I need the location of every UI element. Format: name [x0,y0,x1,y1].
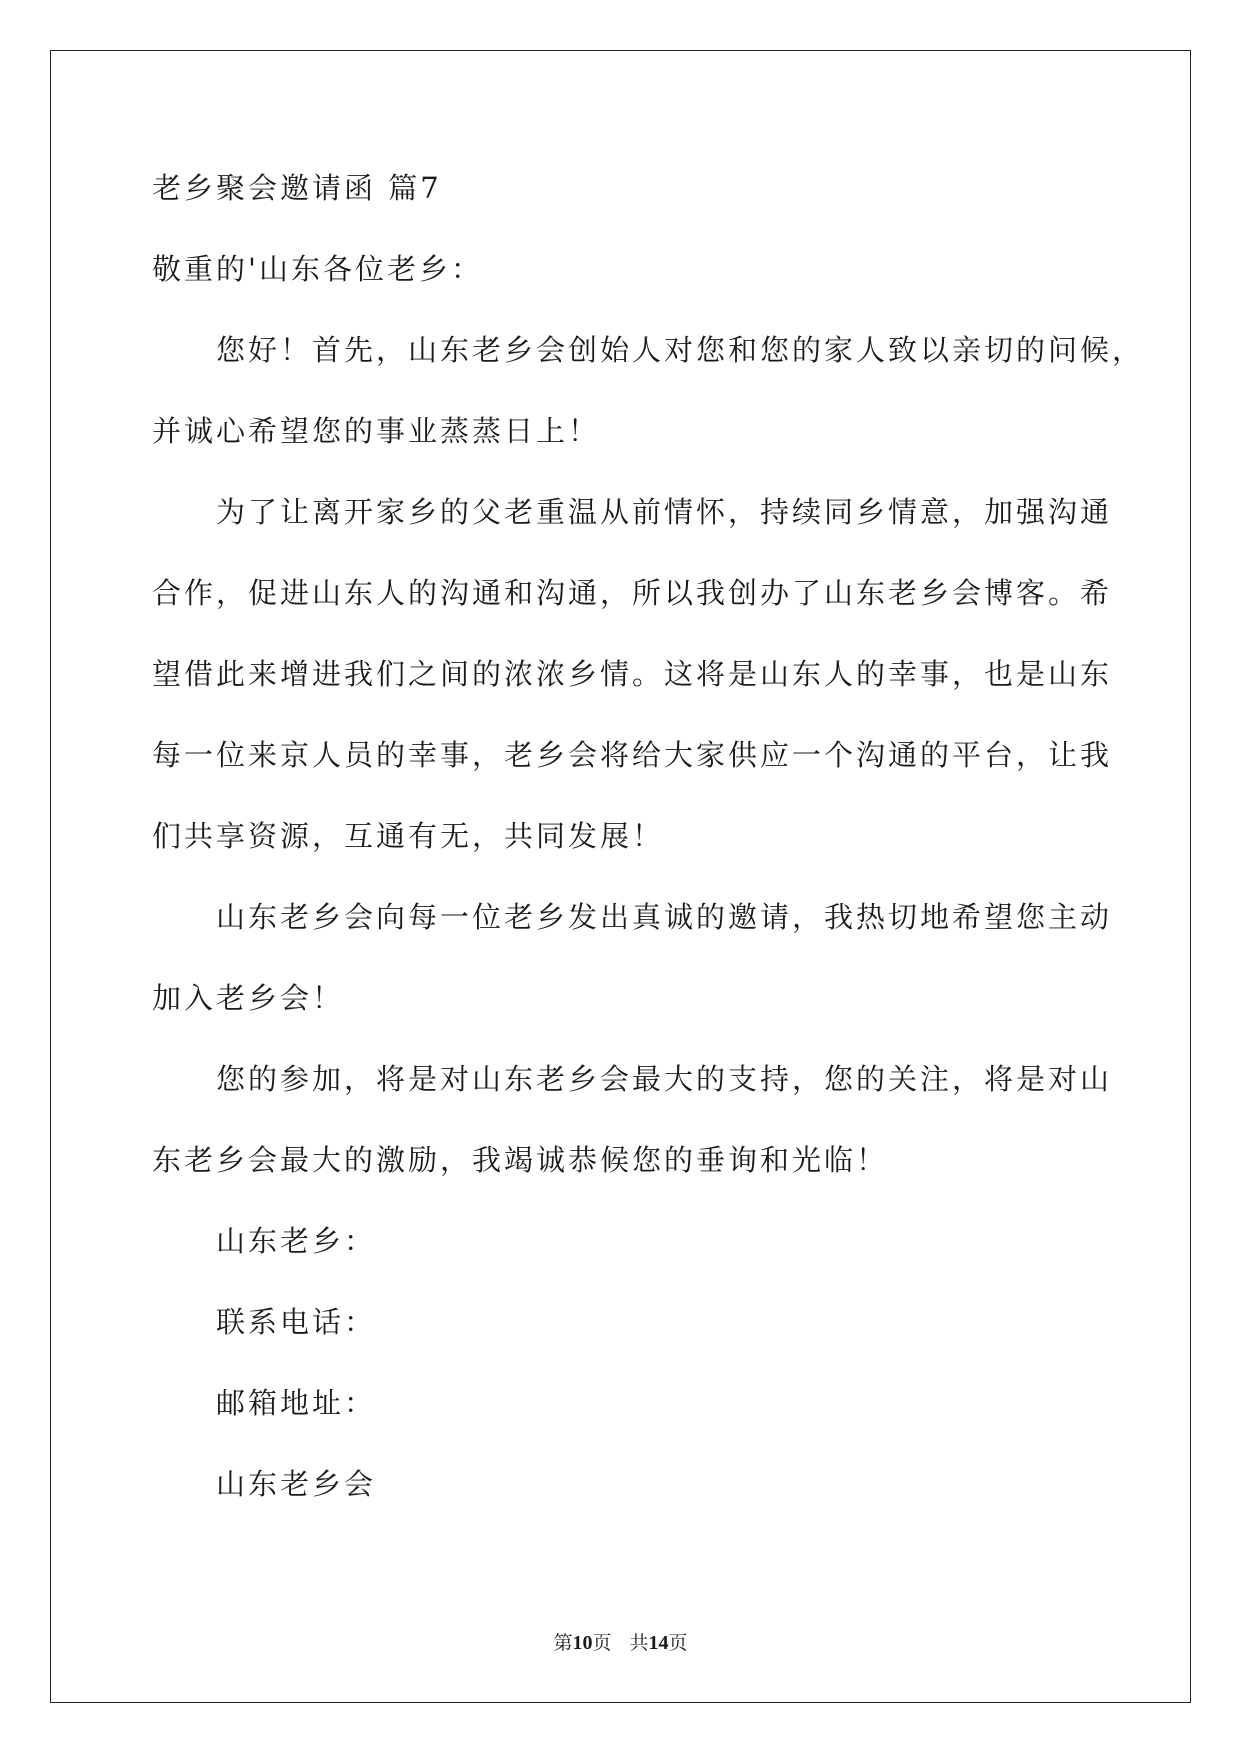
document-body [152,168,1145,1545]
body-line: 们共享资源，互通有无，共同发展！ [152,819,665,853]
salutation: 敬重的'山东各位老乡： [152,252,483,286]
footer-page-word: 页 [592,1632,612,1654]
total-pages-number: 14 [648,1632,669,1654]
body-line: 山东老乡： [216,1224,377,1258]
body-lines [152,330,1145,1545]
body-line: 为了让离开家乡的父老重温从前情怀，持续同乡情意，加强沟通 [216,495,1113,529]
footer-total-prefix: 共 [629,1632,649,1654]
body-line: 加入老乡会！ [152,981,345,1015]
footer-prefix: 第 [553,1632,573,1654]
body-line: 邮箱地址： [216,1386,377,1420]
current-page-number: 10 [572,1632,593,1654]
body-line: 山东老乡会 [216,1467,377,1501]
body-line: 您好！首先，山东老乡会创始人对您和您的家人致以亲切的问候， [216,333,1145,367]
body-line: 联系电话： [216,1305,377,1339]
body-line: 每一位来京人员的幸事，老乡会将给大家供应一个沟通的平台，让我 [152,738,1113,772]
body-line: 您的参加，将是对山东老乡会最大的支持，您的关注，将是对山 [216,1062,1113,1096]
body-line: 望借此来增进我们之间的浓浓乡情。这将是山东人的幸事，也是山东 [152,657,1113,691]
body-line: 山东老乡会向每一位老乡发出真诚的邀请，我热切地希望您主动 [216,900,1113,934]
page-footer [0,1628,1241,1655]
footer-total-word: 页 [668,1632,688,1654]
body-line: 并诚心希望您的事业蒸蒸日上！ [152,414,601,448]
body-line: 东老乡会最大的激励，我竭诚恭候您的垂询和光临！ [152,1143,889,1177]
document-title: 老乡聚会邀请函 篇7 [152,171,442,205]
body-line: 合作，促进山东人的沟通和沟通，所以我创办了山东老乡会博客。希 [152,576,1113,610]
